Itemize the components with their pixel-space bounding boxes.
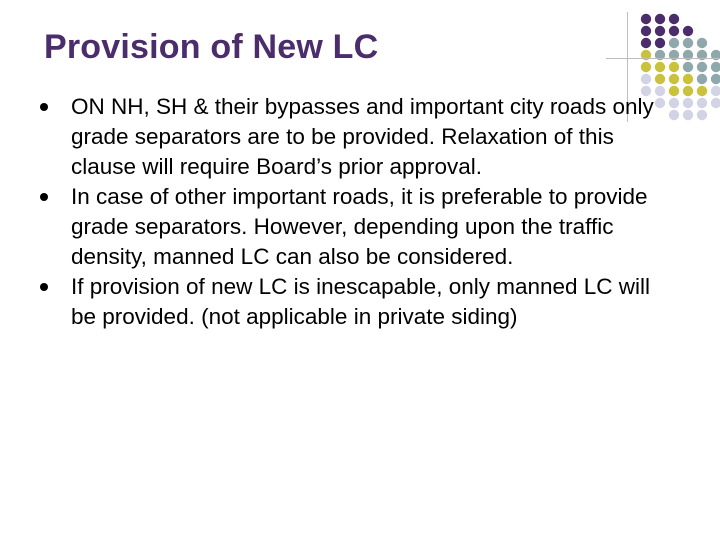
decor-dot-olive xyxy=(669,86,679,96)
decor-dot-olive xyxy=(683,86,693,96)
decor-dot-purple xyxy=(669,14,679,24)
decor-dot-olive xyxy=(669,74,679,84)
decor-dot-lavender xyxy=(669,110,679,120)
decor-dot-teal xyxy=(669,38,679,48)
decor-dot-olive xyxy=(669,62,679,72)
bullet-item xyxy=(40,272,660,332)
bullet-dot-icon xyxy=(40,283,48,291)
decor-dot-purple xyxy=(641,14,651,24)
decor-dot-lavender xyxy=(641,74,651,84)
decor-dot-lavender xyxy=(697,98,707,108)
decor-dot-lavender xyxy=(683,98,693,108)
decor-dot-purple xyxy=(655,38,665,48)
decor-dot-purple xyxy=(683,26,693,36)
slide-title: Provision of New LC xyxy=(44,28,379,66)
decor-dot-purple xyxy=(655,26,665,36)
bullet-list xyxy=(40,92,660,332)
decor-dot-teal xyxy=(697,62,707,72)
decor-dot-teal xyxy=(711,74,720,84)
bullet-dot-icon xyxy=(40,193,48,201)
decor-dot-purple xyxy=(669,26,679,36)
decor-dot-teal xyxy=(697,74,707,84)
decor-dot-teal xyxy=(683,38,693,48)
bullet-dot-icon xyxy=(40,103,48,111)
bullet-text: In case of other important roads, it is preferable to provide grade separators. However, depending upon the traffic density, manned LC can also be considered. xyxy=(71,184,648,269)
decor-dot-olive xyxy=(655,62,665,72)
decor-dot-olive xyxy=(697,86,707,96)
decor-dot-lavender xyxy=(711,86,720,96)
decor-dot-lavender xyxy=(697,110,707,120)
bullet-text: ON NH, SH & their bypasses and important city roads only grade separators are to be provided. Relaxation of this clause will require Board’s prior approval. xyxy=(71,94,654,179)
decor-dot-teal xyxy=(711,62,720,72)
decor-dot-lavender xyxy=(669,98,679,108)
horizontal-divider-line xyxy=(606,58,720,59)
decor-dot-purple xyxy=(641,38,651,48)
decor-dot-lavender xyxy=(711,98,720,108)
decor-dot-purple xyxy=(641,26,651,36)
decor-dot-teal xyxy=(683,62,693,72)
bullet-item xyxy=(40,182,660,272)
decor-dot-olive xyxy=(683,74,693,84)
bullet-text: If provision of new LC is inescapable, only manned LC will be provided. (not applicable in private siding) xyxy=(71,274,651,329)
decor-dot-olive xyxy=(641,62,651,72)
decor-dot-lavender xyxy=(683,110,693,120)
decor-dot-teal xyxy=(697,38,707,48)
decor-dot-purple xyxy=(655,14,665,24)
decor-dot-olive xyxy=(655,74,665,84)
bullet-item xyxy=(40,92,660,182)
